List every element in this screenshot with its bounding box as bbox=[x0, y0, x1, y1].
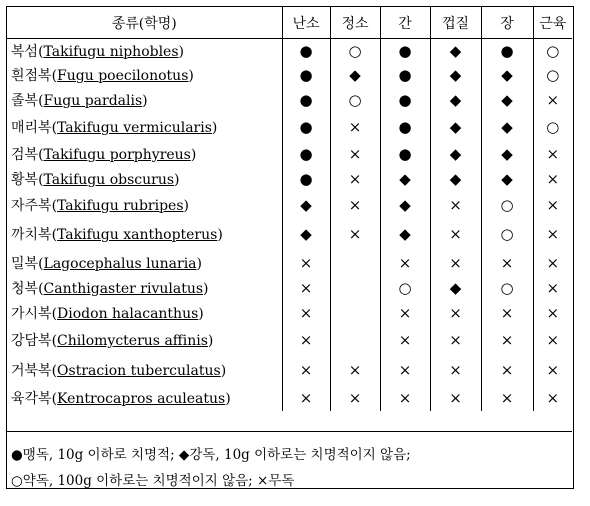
toxicity-cell bbox=[330, 301, 380, 326]
paren-close: ) bbox=[217, 227, 223, 243]
toxicity-cell: × bbox=[481, 355, 533, 385]
paren-close: ) bbox=[203, 280, 209, 297]
species-cell bbox=[7, 301, 282, 326]
korean-name: 청복 bbox=[11, 280, 39, 297]
toxicity-cell: × bbox=[282, 301, 330, 326]
toxicity-cell: × bbox=[282, 251, 330, 275]
toxicity-cell: ○ bbox=[330, 39, 380, 63]
scientific-name: Takifugu niphobles bbox=[43, 43, 179, 60]
paren-open: ( bbox=[51, 362, 58, 379]
toxicity-cell: ○ bbox=[533, 113, 572, 142]
toxicity-cell: × bbox=[533, 355, 572, 385]
korean-name: 매리복 bbox=[11, 120, 52, 136]
toxicity-cell: × bbox=[380, 385, 430, 411]
paren-close: ) bbox=[196, 255, 202, 272]
korean-name: 흰점복 bbox=[11, 68, 52, 84]
paren-close: ) bbox=[225, 390, 231, 407]
scientific-name: Fugu poecilonotus bbox=[57, 68, 189, 84]
scientific-name: Fugu pardalis bbox=[43, 93, 143, 109]
table-row bbox=[7, 113, 572, 142]
toxicity-cell: ○ bbox=[481, 192, 533, 218]
toxicity-cell: ◆ bbox=[330, 63, 380, 88]
toxicity-cell: × bbox=[282, 385, 330, 411]
species-cell bbox=[7, 167, 282, 192]
toxicity-table-frame bbox=[6, 6, 574, 489]
scientific-name: Takifugu obscurus bbox=[43, 172, 175, 188]
toxicity-cell: ◆ bbox=[380, 192, 430, 218]
toxicity-cell: ● bbox=[380, 142, 430, 167]
korean-name: 가시복 bbox=[11, 306, 52, 322]
header-liver: 간 bbox=[380, 7, 430, 39]
paren-close: ) bbox=[174, 172, 180, 188]
header-testis: 정소 bbox=[330, 7, 380, 39]
toxicity-cell: × bbox=[430, 326, 481, 355]
species-cell bbox=[7, 142, 282, 167]
toxicity-cell: × bbox=[481, 385, 533, 411]
toxicity-cell: × bbox=[330, 385, 380, 411]
species-cell bbox=[7, 275, 282, 301]
toxicity-cell: ◆ bbox=[430, 113, 481, 142]
toxicity-cell bbox=[330, 275, 380, 301]
toxicity-cell: ● bbox=[282, 113, 330, 142]
legend-line-1: ●맹독, 10g 이하로 치명적; ◆강독, 10g 이하로는 치명적이지 않음; bbox=[11, 447, 411, 463]
toxicity-cell: ○ bbox=[481, 218, 533, 251]
toxicity-cell: × bbox=[380, 301, 430, 326]
toxicity-cell: × bbox=[330, 113, 380, 142]
toxicity-cell: ○ bbox=[481, 275, 533, 301]
header-species: 종류(학명) bbox=[7, 7, 282, 39]
korean-name: 황복 bbox=[11, 172, 39, 188]
toxicity-cell: ● bbox=[282, 88, 330, 113]
toxicity-cell: ◆ bbox=[282, 192, 330, 218]
species-cell bbox=[7, 192, 282, 218]
paren-close: ) bbox=[220, 362, 227, 379]
species-cell bbox=[7, 355, 282, 385]
toxicity-cell: ○ bbox=[533, 63, 572, 88]
toxicity-cell: ◆ bbox=[481, 88, 533, 113]
korean-name: 육각복 bbox=[11, 390, 52, 407]
toxicity-cell: ◆ bbox=[430, 39, 481, 63]
toxicity-cell: × bbox=[330, 192, 380, 218]
table-row bbox=[7, 218, 572, 251]
header-muscle: 근육 bbox=[533, 7, 572, 39]
scientific-name: Diodon halacanthus bbox=[57, 306, 199, 322]
toxicity-cell: × bbox=[533, 88, 572, 113]
toxicity-cell: ● bbox=[481, 39, 533, 63]
species-cell bbox=[7, 39, 282, 63]
header-ovary: 난소 bbox=[282, 7, 330, 39]
paren-open: ( bbox=[51, 306, 58, 322]
toxicity-cell: × bbox=[481, 301, 533, 326]
toxicity-cell: × bbox=[330, 355, 380, 385]
table-row bbox=[7, 301, 572, 326]
toxicity-cell: × bbox=[430, 251, 481, 275]
table-row bbox=[7, 88, 572, 113]
paren-close: ) bbox=[183, 197, 189, 214]
toxicity-cell: × bbox=[533, 218, 572, 251]
toxicity-cell: ◆ bbox=[380, 218, 430, 251]
toxicity-cell: ● bbox=[380, 113, 430, 142]
legend bbox=[7, 431, 572, 494]
toxicity-cell: ○ bbox=[330, 88, 380, 113]
toxicity-cell: × bbox=[430, 218, 481, 251]
table-row bbox=[7, 385, 572, 411]
toxicity-cell: ● bbox=[282, 142, 330, 167]
species-cell bbox=[7, 218, 282, 251]
paren-open: ( bbox=[51, 333, 58, 349]
species-cell bbox=[7, 88, 282, 113]
toxicity-cell: × bbox=[380, 326, 430, 355]
table-row bbox=[7, 326, 572, 355]
korean-name: 자주복 bbox=[11, 197, 52, 214]
paren-close: ) bbox=[207, 333, 214, 349]
paren-open: ( bbox=[51, 68, 58, 84]
toxicity-cell bbox=[330, 326, 380, 355]
paren-close: ) bbox=[188, 68, 194, 84]
toxicity-cell: × bbox=[533, 275, 572, 301]
toxicity-cell: × bbox=[330, 142, 380, 167]
header-intestine: 장 bbox=[481, 7, 533, 39]
scientific-name: Takifugu rubripes bbox=[57, 197, 184, 214]
korean-name: 밀복 bbox=[11, 255, 39, 272]
toxicity-cell: × bbox=[430, 385, 481, 411]
toxicity-cell: × bbox=[533, 251, 572, 275]
toxicity-cell: × bbox=[533, 301, 572, 326]
toxicity-cell: ● bbox=[380, 39, 430, 63]
paren-open: ( bbox=[51, 197, 58, 214]
toxicity-cell: ◆ bbox=[282, 218, 330, 251]
scientific-name: Ostracion tuberculatus bbox=[57, 362, 221, 379]
toxicity-cell: ◆ bbox=[481, 142, 533, 167]
toxicity-cell: ◆ bbox=[430, 88, 481, 113]
scientific-name: Takifugu xanthopterus bbox=[57, 227, 218, 243]
species-cell bbox=[7, 113, 282, 142]
toxicity-cell: ● bbox=[282, 167, 330, 192]
table-row bbox=[7, 142, 572, 167]
table-row bbox=[7, 355, 572, 385]
toxicity-cell: × bbox=[330, 167, 380, 192]
toxicity-cell: ● bbox=[380, 63, 430, 88]
table-row bbox=[7, 275, 572, 301]
paren-open: ( bbox=[51, 120, 58, 136]
toxicity-cell bbox=[330, 251, 380, 275]
paren-close: ) bbox=[142, 93, 148, 109]
paren-open: ( bbox=[38, 172, 44, 188]
legend-line-2: ○약독, 100g 이하로는 치명적이지 않음; ×무독 bbox=[11, 473, 295, 489]
pufferfish-toxicity-table bbox=[7, 7, 572, 411]
paren-open: ( bbox=[51, 390, 58, 407]
toxicity-cell: × bbox=[282, 326, 330, 355]
paren-close: ) bbox=[198, 306, 204, 322]
toxicity-cell: × bbox=[330, 218, 380, 251]
paren-open: ( bbox=[38, 280, 44, 297]
paren-open: ( bbox=[38, 255, 44, 272]
table-row bbox=[7, 63, 572, 88]
table-row bbox=[7, 39, 572, 63]
table-row bbox=[7, 251, 572, 275]
toxicity-cell: ◆ bbox=[430, 142, 481, 167]
toxicity-cell: × bbox=[430, 355, 481, 385]
toxicity-cell: × bbox=[481, 251, 533, 275]
korean-name: 복섬 bbox=[11, 43, 39, 60]
toxicity-cell: ◆ bbox=[430, 63, 481, 88]
species-cell bbox=[7, 326, 282, 355]
species-cell bbox=[7, 63, 282, 88]
paren-open: ( bbox=[38, 147, 44, 163]
toxicity-cell: ○ bbox=[380, 275, 430, 301]
toxicity-cell: ● bbox=[282, 63, 330, 88]
table-row bbox=[7, 167, 572, 192]
toxicity-cell: ◆ bbox=[380, 167, 430, 192]
toxicity-cell: ● bbox=[282, 39, 330, 63]
korean-name: 까치복 bbox=[11, 227, 52, 243]
korean-name: 강담복 bbox=[11, 333, 52, 349]
toxicity-cell: ◆ bbox=[430, 275, 481, 301]
scientific-name: Lagocephalus lunaria bbox=[43, 255, 197, 272]
toxicity-cell: × bbox=[282, 275, 330, 301]
toxicity-cell: ◆ bbox=[481, 63, 533, 88]
scientific-name: Chilomycterus affinis bbox=[57, 333, 208, 349]
scientific-name: Takifugu vermicularis bbox=[57, 120, 212, 136]
paren-open: ( bbox=[38, 43, 44, 60]
header-row bbox=[7, 7, 572, 39]
toxicity-cell: × bbox=[380, 355, 430, 385]
toxicity-cell: ● bbox=[380, 88, 430, 113]
korean-name: 거북복 bbox=[11, 362, 52, 379]
toxicity-cell: × bbox=[533, 192, 572, 218]
toxicity-cell: × bbox=[533, 385, 572, 411]
korean-name: 졸복 bbox=[11, 93, 39, 109]
paren-close: ) bbox=[211, 120, 218, 136]
toxicity-cell: × bbox=[481, 326, 533, 355]
toxicity-cell: × bbox=[430, 192, 481, 218]
toxicity-cell: ◆ bbox=[481, 167, 533, 192]
toxicity-cell: × bbox=[380, 251, 430, 275]
toxicity-cell: × bbox=[533, 326, 572, 355]
paren-close: ) bbox=[190, 147, 197, 163]
header-skin: 껍질 bbox=[430, 7, 481, 39]
korean-name: 검복 bbox=[11, 147, 39, 163]
paren-close: ) bbox=[178, 43, 184, 60]
toxicity-cell: ◆ bbox=[481, 113, 533, 142]
species-cell bbox=[7, 385, 282, 411]
paren-open: ( bbox=[38, 93, 44, 109]
scientific-name: Takifugu porphyreus bbox=[43, 147, 191, 163]
table-row bbox=[7, 192, 572, 218]
scientific-name: Kentrocapros aculeatus bbox=[57, 390, 226, 407]
toxicity-cell: ◆ bbox=[430, 167, 481, 192]
toxicity-cell: ○ bbox=[533, 39, 572, 63]
scientific-name: Canthigaster rivulatus bbox=[43, 280, 204, 297]
toxicity-cell: × bbox=[430, 301, 481, 326]
toxicity-cell: × bbox=[533, 167, 572, 192]
species-cell bbox=[7, 251, 282, 275]
paren-open: ( bbox=[51, 227, 58, 243]
toxicity-cell: × bbox=[282, 355, 330, 385]
toxicity-cell: × bbox=[533, 142, 572, 167]
